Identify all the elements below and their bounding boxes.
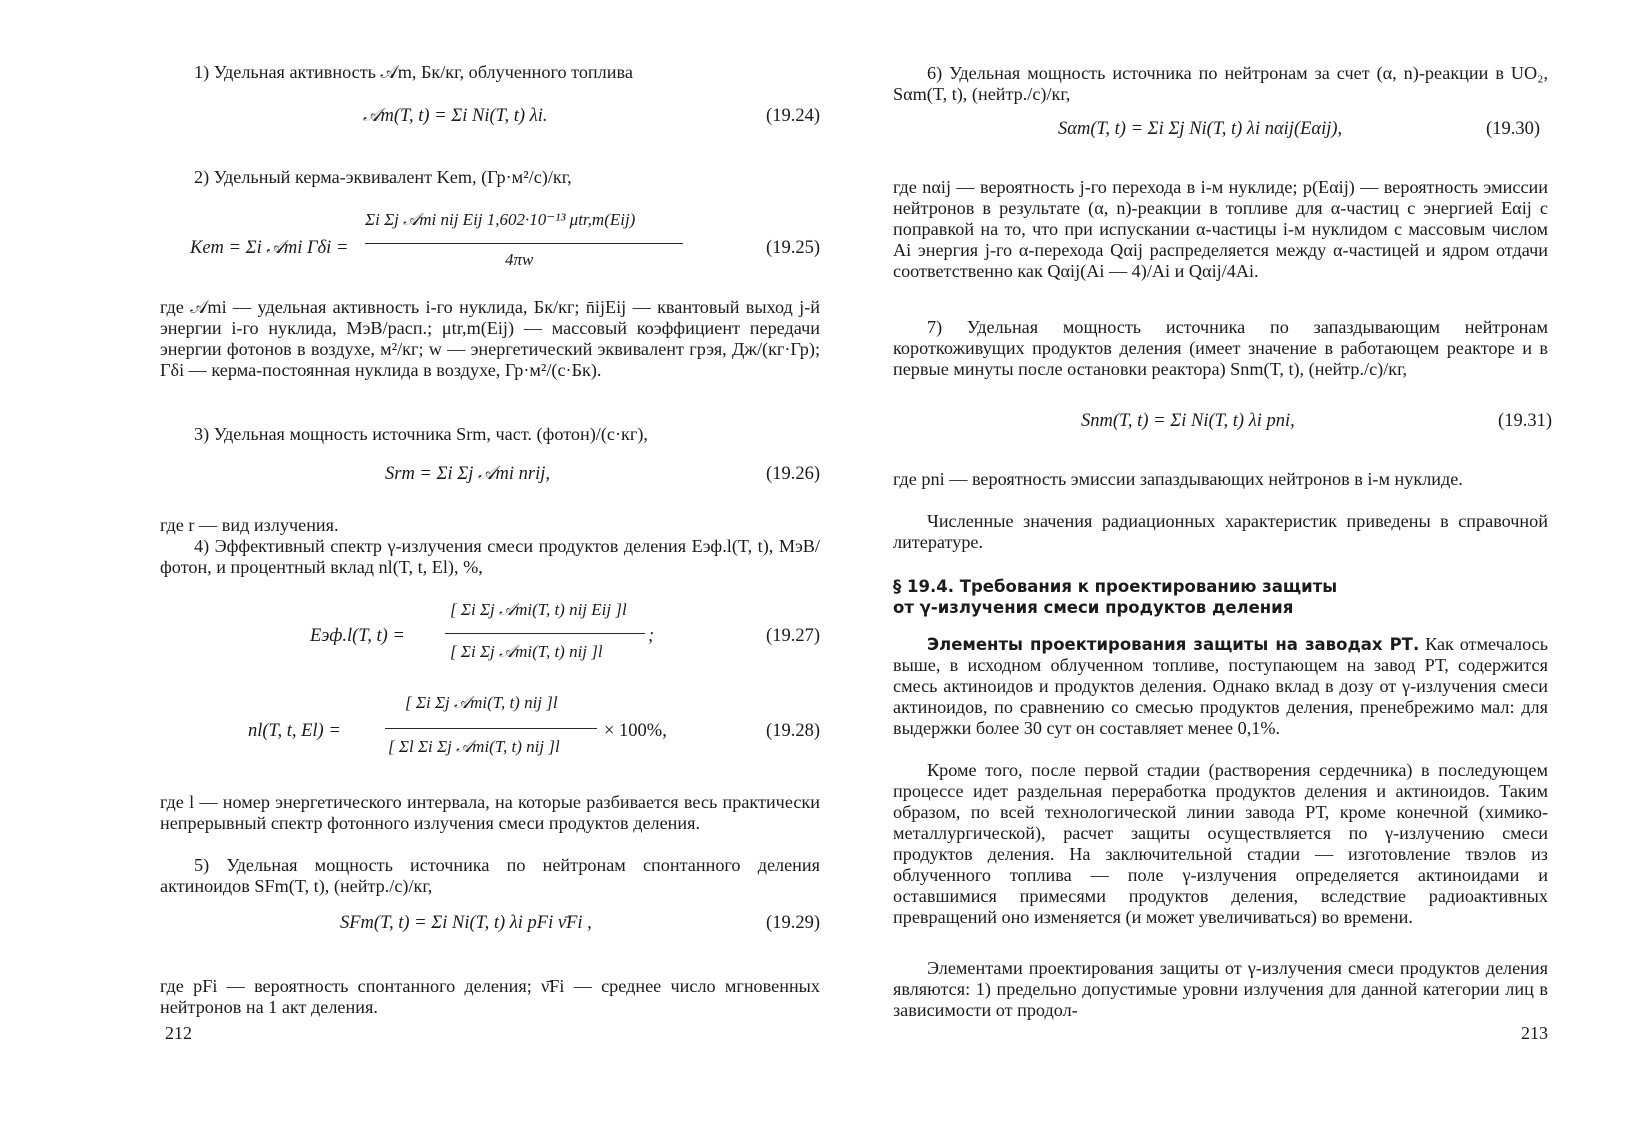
fission-probability-note: где pFi — вероятность спонтанного деления; ν̄Fi — среднее число мгновенных нейтронов на 1 акт деления. (160, 976, 820, 1017)
item-3-source-power: 3) Удельная мощность источника Srm, част. (фотон)/(с·кг), (194, 424, 648, 444)
page-number: 213 (1521, 1023, 1548, 1043)
equation-19-28 (160, 688, 820, 772)
fraction-denominator: 4πw (505, 250, 534, 269)
right-page (893, 0, 1552, 1141)
fraction-bar (365, 243, 683, 244)
equation-19-26 (160, 463, 820, 493)
item-7-delayed-neutrons: 7) Удельная мощность источника по запаздывающим нейтронам короткоживущих продуктов деления (имеет значение в работающем реакторе и в первые минуты после остановки реактора) Snm(T, t), (нейтр./с)/кг, (893, 317, 1548, 379)
radiation-type-note: где r — вид излучения. (160, 515, 339, 535)
alpha-n-definitions: где nαij — вероятность j-го перехода в i-м нуклиде; p(Eαij) — вероятность эмиссии нейтронов в результате (α, n)-реакции в топливе для α-частиц с энергией Eαij с поправкой на то, что при испускании α-частицы i-м нуклидом с массовым числом Ai энергия j-го α-перехода Qαij распределяется между α-частицей и ядром отдачи соответственно как Qαij(Ai — 4)/Ai и Qαij/4Ai. (893, 177, 1548, 281)
equation-number: (19.27) (766, 626, 820, 646)
item-5-spontaneous-fission: 5) Удельная мощность источника по нейтронам спонтанного деления актиноидов SFm(T, t), (нейтр./с)/кг, (160, 855, 820, 896)
equation-19-29 (160, 912, 820, 942)
interval-note: где l — номер энергетического интервала, на которые разбивается весь практически непрерывный спектр фотонного излучения смеси продуктов деления. (160, 792, 820, 833)
equation-number: (19.25) (766, 238, 820, 258)
fraction-denominator: [ Σl Σi Σj 𝒜mi(T, t) nij ]l (388, 737, 560, 756)
paragraph-lead: Элементы проектирования защиты на заводах РТ. (927, 635, 1420, 654)
item-6-alpha-n-source: 6) Удельная мощность источника по нейтронам за счет (α, n)-реакции в UO₂, Sαm(T, t), (нейтр./с)/кг, (893, 63, 1548, 104)
equation-lhs: nl(T, t, El) = (248, 721, 341, 741)
item-2-kerma-equivalent: 2) Удельный керма-эквивалент Kem, (Гр·м²/с)/кг, (194, 167, 572, 187)
paragraph-body: Как отмечалось выше, в исходном облученном топливе, поступающем на завод РТ, содержится смесь актиноидов и продуктов деления. Однако вклад в дозу от γ-излучения смеси актиноидов, по сравнению со смесью продуктов деления, пренебрежимо мал: для выдержки более 30 сут он составляет менее 0,1%. (893, 634, 1548, 738)
section-heading (893, 576, 1548, 618)
protection-elements-paragraph: Элементами проектирования защиты от γ-излучения смеси продуктов деления являются: 1) предельно допустимые уровни излучения для данной категории лиц в зависимости от продол- (893, 958, 1548, 1020)
equation-number: (19.29) (766, 913, 820, 933)
equation-body: 𝒜m(T, t) = Σi Ni(T, t) λi. (363, 106, 548, 126)
equation-19-25 (160, 205, 820, 275)
equation-19-31 (893, 410, 1552, 440)
equation-19-27 (160, 595, 820, 679)
equation-body: Srm = Σi Σj 𝒜mi nrij, (385, 464, 551, 484)
equation-number: (19.24) (766, 106, 820, 126)
item-1-specific-activity: 1) Удельная активность 𝒜m, Бк/кг, облученного топлива (194, 62, 633, 82)
page-number: 212 (165, 1023, 192, 1043)
processing-paragraph: Кроме того, после первой стадии (растворения сердечника) в последующем процессе идет раздельная переработка продуктов деления и актиноидов. Таким образом, по всей технологической линии завода РТ, кроме конечной (химико-металлургической), расчет защиты осуществляется по γ-излучению смеси продуктов деления. На заключительной стадии — изготовление твэлов из облученного топлива — поле γ-излучения определяется актиноидами и оставшимися примесями продуктов деления, вследствие радиоактивных превращений оно изменяется (и может увеличиваться) во времени. (893, 760, 1548, 927)
equation-number: (19.26) (766, 464, 820, 484)
equation-tail: × 100%, (604, 721, 667, 741)
delayed-neutron-note: где pni — вероятность эмиссии запаздывающих нейтронов в i-м нуклиде. (893, 469, 1463, 489)
fraction-numerator: [ Σi Σj 𝒜mi(T, t) nij ]l (405, 693, 558, 712)
equation-tail: ; (648, 626, 655, 646)
equation-19-24 (160, 105, 820, 129)
fraction-bar (385, 728, 597, 729)
section-heading-line-1: § 19.4. Требования к проектированию защиты (893, 577, 1338, 596)
equation-lhs: Kem = Σi 𝒜mi Γδi = (190, 238, 349, 258)
definitions-paragraph: где 𝒜mi — удельная активность i-го нуклида, Бк/кг; n̄ijEij — квантовый выход j-й энергии i-го нуклида, МэВ/расп.; μtr,m(Eij) — массовый коэффициент передачи энергии фотонов в воздухе, м²/кг; w — энергетический эквивалент грэя, Дж/(кг·Гр); Γδi — керма-постоянная нуклида в воздухе, Гр·м²/(с·Бк). (160, 297, 820, 380)
equation-number: (19.30) (1486, 119, 1540, 139)
equation-body: Snm(T, t) = Σi Ni(T, t) λi pni, (1081, 411, 1295, 431)
fraction-bar (445, 633, 645, 634)
equation-19-30 (893, 118, 1548, 148)
fraction-numerator: [ Σi Σj 𝒜mi(T, t) nij Eij ]l (450, 600, 627, 619)
item-4-effective-spectrum: 4) Эффективный спектр γ-излучения смеси продуктов деления Eэф.l(T, t), МэВ/фотон, и процентный вклад nl(T, t, El), %, (160, 536, 820, 577)
equation-number: (19.31) (1498, 411, 1552, 431)
reference-note: Численные значения радиационных характеристик приведены в справочной литературе. (893, 511, 1548, 552)
equation-body: Sαm(T, t) = Σi Σj Ni(T, t) λi nαij(Eαij), (1058, 119, 1343, 139)
fraction-denominator: [ Σi Σj 𝒜mi(T, t) nij ]l (450, 642, 603, 661)
equation-lhs: Eэф.l(T, t) = (310, 626, 405, 646)
fraction-numerator: Σi Σj 𝒜mi nij Eij 1,602·10⁻¹³ μtr,m(Eij) (365, 210, 636, 229)
section-heading-line-2: от γ-излучения смеси продуктов деления (893, 598, 1294, 617)
equation-number: (19.28) (766, 721, 820, 741)
design-elements-paragraph (893, 634, 1548, 739)
left-page (160, 0, 820, 1141)
equation-body: SFm(T, t) = Σi Ni(T, t) λi pFi ν̄Fi , (340, 913, 592, 933)
